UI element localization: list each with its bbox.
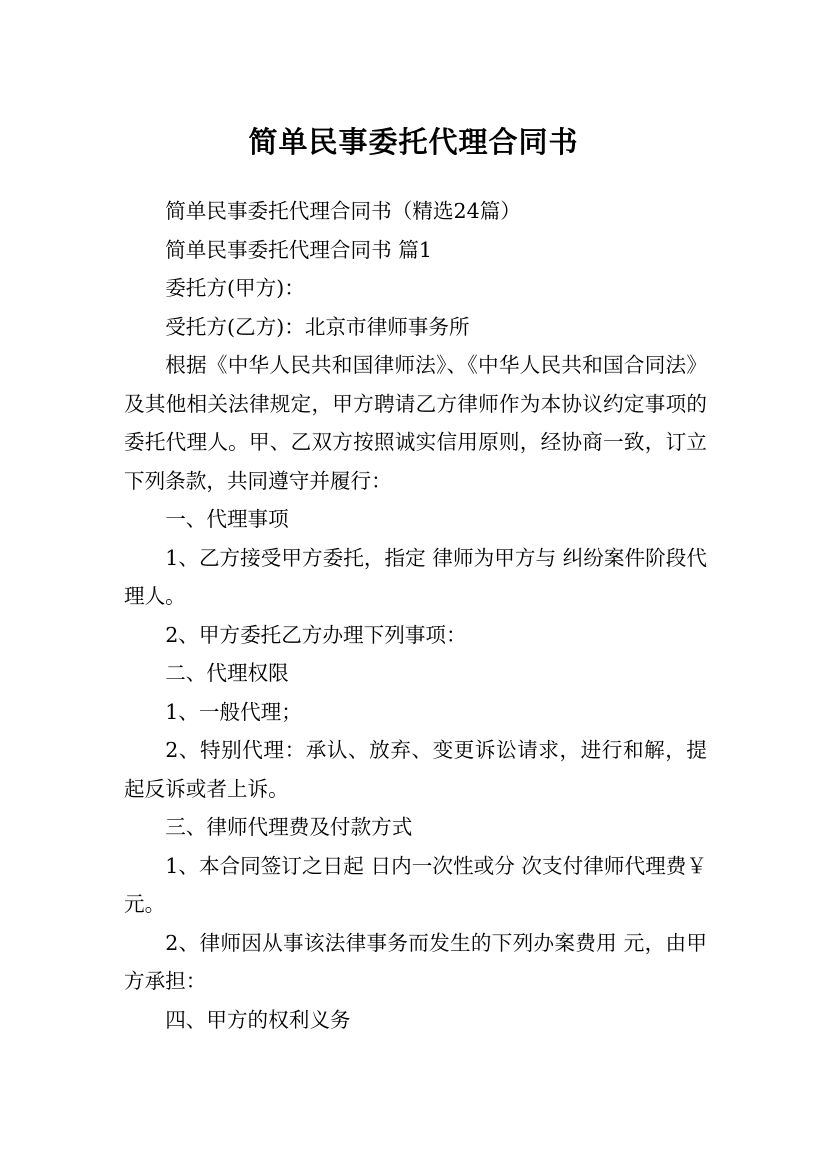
section-heading-fees: 三、律师代理费及付款方式 bbox=[165, 815, 413, 839]
section-heading-agency-matters: 一、代理事项 bbox=[165, 507, 289, 531]
clause-authority-1: 1、一般代理； bbox=[165, 699, 302, 724]
paragraph-party-a: 委托方(甲方)： bbox=[165, 276, 305, 300]
clause-authority-2: 2、特别代理：承认、放弃、变更诉讼请求，进行和解，提起反诉或者上诉。 bbox=[124, 738, 707, 801]
paragraph-heading-article-1: 简单民事委托代理合同书 篇1 bbox=[165, 237, 432, 262]
paragraph-party-b: 受托方(乙方)：北京市律师事务所 bbox=[165, 314, 470, 339]
clause-fees-2: 2、律师因从事该法律事务而发生的下列办案费用 元，由甲方承担： bbox=[124, 930, 707, 993]
paragraph-preamble: 根据《中华人民共和国律师法》、《中华人民共和国合同法》及其他相关法律规定，甲方聘请乙方律师作为本协议约定事项的委托代理人。甲、乙双方按照诚实信用原则，经协商一致，订立下列条款，共同遵守并履行： bbox=[124, 353, 707, 493]
section-heading-party-a-rights: 四、甲方的权利义务 bbox=[165, 1007, 351, 1032]
document-body bbox=[124, 192, 707, 1039]
section-heading-agency-authority: 二、代理权限 bbox=[165, 661, 289, 685]
paragraph-heading-collection: 简单民事委托代理合同书（精选24篇） bbox=[165, 199, 521, 223]
clause-agency-1: 1、乙方接受甲方委托，指定 律师为甲方与 纠纷案件阶段代理人。 bbox=[124, 545, 707, 608]
clause-agency-2: 2、甲方委托乙方办理下列事项： bbox=[165, 622, 467, 647]
clause-fees-1: 1、本合同签订之日起 日内一次性或分 次支付律师代理费￥ 元。 bbox=[124, 853, 707, 916]
document-title: 简单民事委托代理合同书 bbox=[248, 125, 579, 160]
